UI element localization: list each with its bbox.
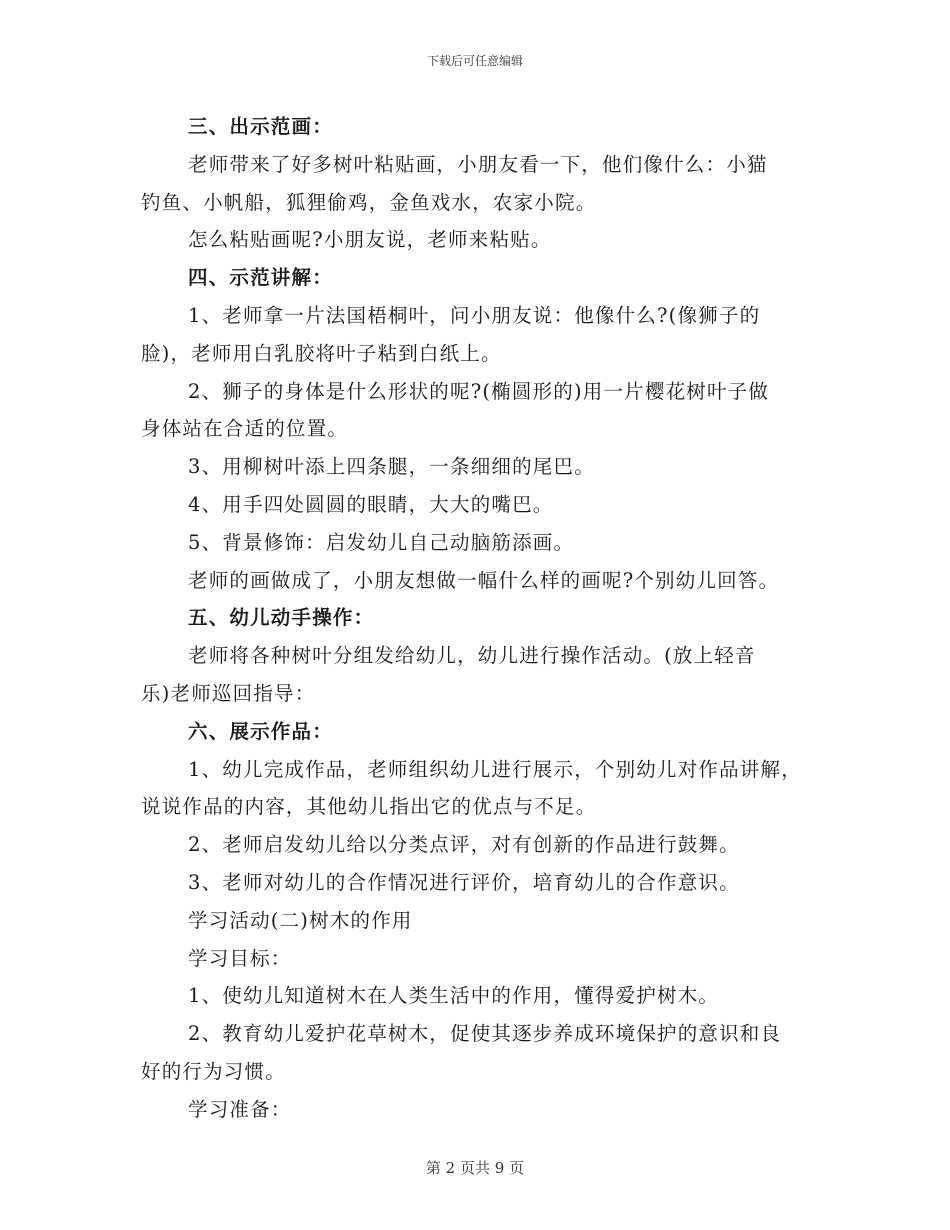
- section-heading: 六、展示作品：: [188, 719, 333, 743]
- page-footer: 第 2 页共 9 页: [425, 1159, 525, 1177]
- paragraph-line: 说说作品的内容，其他幼儿指出它的优点与不足。: [141, 795, 597, 819]
- paragraph-line: 1、幼儿完成作品，老师组织幼儿进行展示，个别幼儿对作品讲解，: [188, 757, 802, 781]
- paragraph-line: 身体站在合适的位置。: [141, 417, 349, 441]
- paragraph-line: 乐)老师巡回指导：: [141, 681, 316, 705]
- section-heading: 五、幼儿动手操作：: [188, 606, 375, 630]
- paragraph-line: 1、使幼儿知道树木在人类生活中的作用，懂得爱护树木。: [188, 984, 720, 1008]
- paragraph-line: 5、背景修饰：启发幼儿自己动脑筋添画。: [188, 530, 575, 554]
- section-heading: 四、示范讲解：: [188, 266, 333, 290]
- paragraph-line: 老师的画做成了，小朋友想做一幅什么样的画呢?个别幼儿回答。: [188, 568, 780, 592]
- paragraph-line: 4、用手四处圆圆的眼睛，大大的嘴巴。: [188, 492, 554, 516]
- section-heading: 三、出示范画：: [188, 115, 333, 138]
- paragraph-line: 钓鱼、小帆船，狐狸偷鸡，金鱼戏水，农家小院。: [141, 190, 597, 214]
- page-header: 下载后可任意编辑: [426, 54, 523, 68]
- paragraph-line: 2、教育幼儿爱护花草树木，促使其逐步养成环境保护的意识和良: [188, 1022, 782, 1046]
- paragraph-line: 1、老师拿一片法国梧桐叶，问小朋友说：他像什么?(像狮子的: [188, 303, 761, 327]
- paragraph-line: 学习准备：: [188, 1097, 292, 1121]
- paragraph-line: 老师将各种树叶分组发给幼儿，幼儿进行操作活动。(放上轻音: [188, 644, 756, 668]
- paragraph-line: 老师带来了好多树叶粘贴画，小朋友看一下，他们像什么：小猫: [188, 152, 768, 176]
- paragraph-line: 学习活动(二)树木的作用: [188, 908, 413, 932]
- paragraph-line: 3、用柳树叶添上四条腿，一条细细的尾巴。: [188, 455, 595, 479]
- paragraph-line: 2、狮子的身体是什么形状的呢?(椭圆形的)用一片樱花树叶子做: [188, 379, 770, 403]
- paragraph-line: 好的行为习惯。: [141, 1059, 286, 1083]
- paragraph-line: 2、老师启发幼儿给以分类点评，对有创新的作品进行鼓舞。: [188, 833, 740, 857]
- document-body: [141, 108, 841, 1129]
- paragraph-line: 脸)，老师用白乳胶将叶子粘到白纸上。: [141, 341, 502, 365]
- paragraph-line: 3、老师对幼儿的合作情况进行评价，培育幼儿的合作意识。: [188, 870, 740, 894]
- paragraph-line: 学习目标：: [188, 946, 292, 970]
- paragraph-line: 怎么粘贴画呢?小朋友说，老师来粘贴。: [188, 228, 552, 252]
